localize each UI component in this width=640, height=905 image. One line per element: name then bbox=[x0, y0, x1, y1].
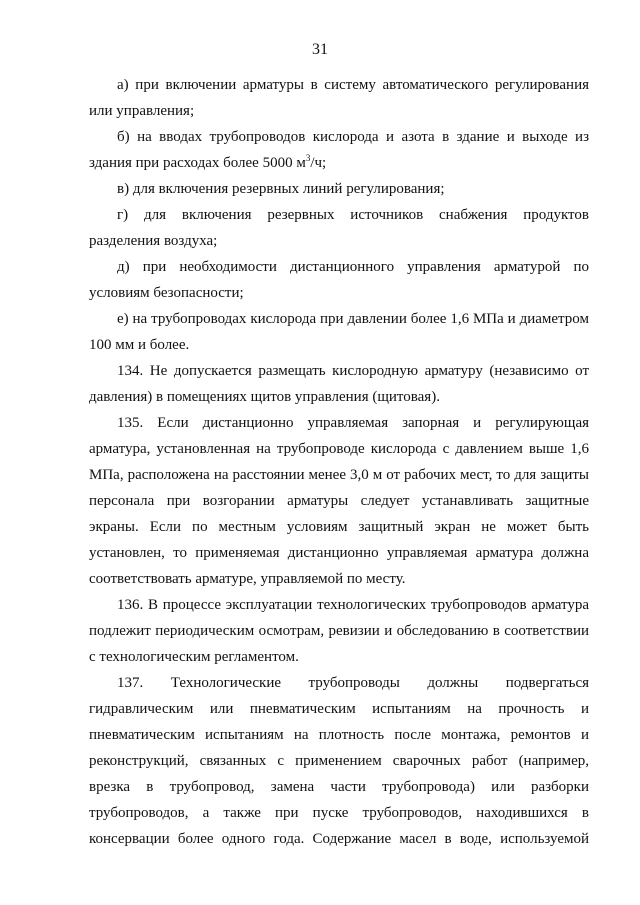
clause-134: 134. Не допускается размещать кислородную арматуру (независимо от давления) в помещениях щитов управления (щитовая). bbox=[89, 363, 589, 405]
paragraph-v: в) для включения резервных линий регулирования; bbox=[117, 181, 445, 197]
paragraph-e: е) на трубопроводах кислорода при давлении более 1,6 МПа и диаметром 100 мм и более. bbox=[89, 311, 589, 353]
paragraph-d: д) при необходимости дистанционного управления арматурой по условиям безопасности; bbox=[89, 259, 589, 301]
clause-135: 135. Если дистанционно управляемая запорная и регулирующая арматура, установленная на трубопроводе кислорода с давлением выше 1,6 МПа, расположена на расстоянии менее 3,0 м от рабочих мест, то для защиты персонала при возгорании арматуры следует устанавливать защитные экраны. Если по местным условиям защитный экран не может быть установлен, то применяемая дистанционно управляемая арматура должна соответствовать арматуре, управляемой по месту. bbox=[89, 415, 589, 587]
superscript-3: 3 bbox=[305, 153, 311, 163]
paragraph-b bbox=[89, 124, 589, 176]
paragraph-a: а) при включении арматуры в систему автоматического регулирования или управления; bbox=[89, 77, 589, 119]
clause-137: 137. Технологические трубопроводы должны подвергаться гидравлическим или пневматическим испытаниям на прочность и пневматическим испытаниям на плотность после монтажа, ремонтов и реконструкций, связанных с применением сварочных работ (например, врезка в трубопровод, замена части трубопровода) или разборки трубопроводов, а также при пуске трубопроводов, находившихся в консервации более одного года. Содержание масел в воде, используемой bbox=[89, 675, 589, 847]
paragraph-b-text: б) на вводах трубопроводов кислорода и азота в здание и выходе из здания при расходах более 5000 м bbox=[89, 129, 589, 171]
document-body bbox=[89, 72, 589, 852]
page-number: 31 bbox=[312, 41, 328, 58]
paragraph-g: г) для включения резервных источников снабжения продуктов разделения воздуха; bbox=[89, 207, 589, 249]
unit-suffix: /ч; bbox=[310, 155, 327, 171]
clause-136: 136. В процессе эксплуатации технологических трубопроводов арматура подлежит периодическим осмотрам, ревизии и обследованию в соответствии с технологическим регламентом. bbox=[89, 597, 589, 665]
